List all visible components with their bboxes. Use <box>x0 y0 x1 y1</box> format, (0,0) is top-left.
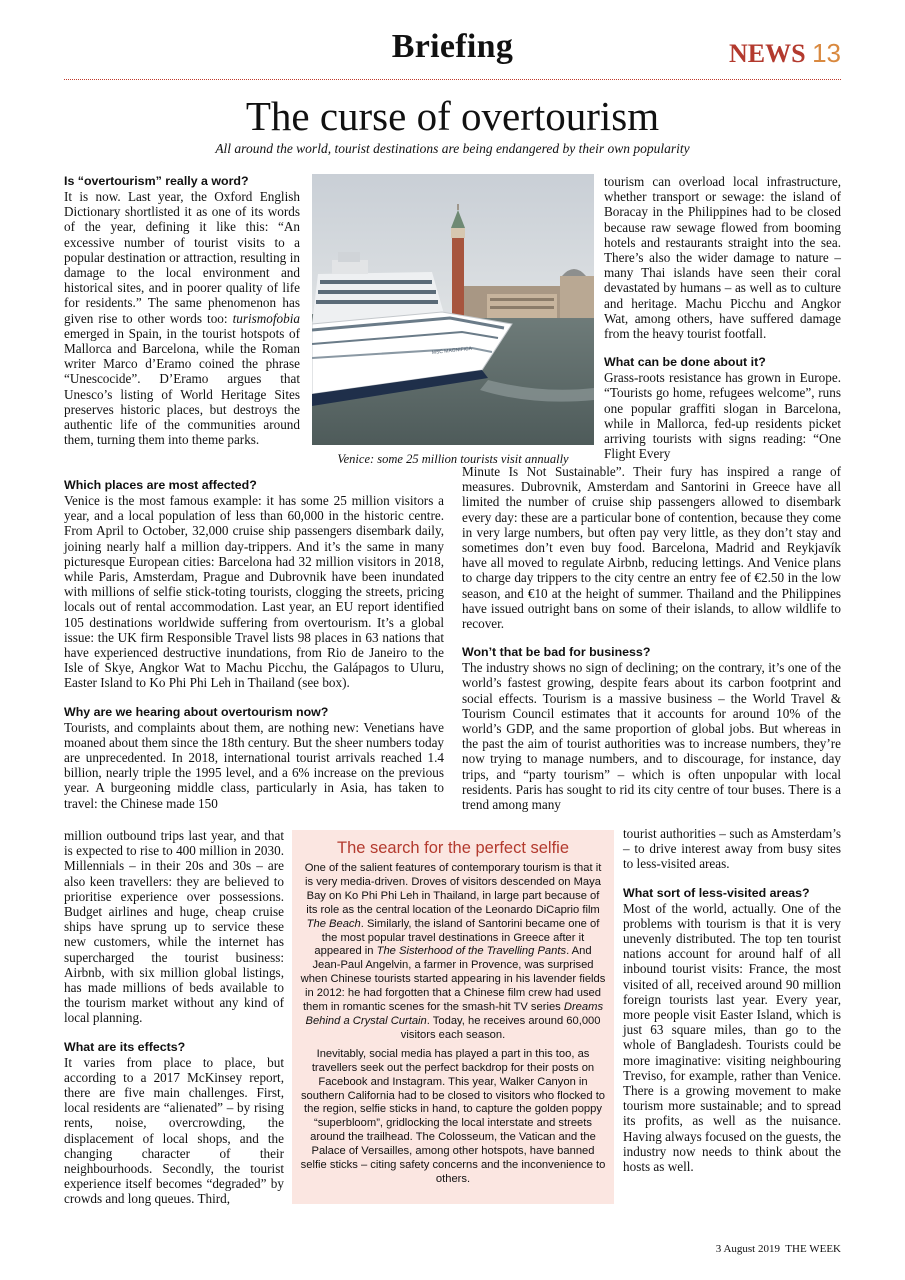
question-heading: Is “overtourism” really a word? <box>64 174 249 188</box>
film-title: The Beach <box>306 917 361 930</box>
news-label: NEWS <box>729 39 806 68</box>
column-right-bottom <box>623 826 841 1174</box>
ship-name: MSC MAGNIFICA <box>431 345 473 356</box>
photo-caption: Venice: some 25 million tourists visit annually <box>337 452 569 466</box>
box-title: The search for the perfect selfie <box>336 839 570 857</box>
venice-cruise-photo <box>312 174 594 445</box>
emphasis-word: turismofobia <box>232 310 300 326</box>
box-paragraph: One of the salient features of contemporary tourism is that it is very media-driven. Droves of visitors descended on Maya Bay on Ko Phi Phi Leh in Thailand, in large part because of its role as the central location of the Leonardo DiCaprio film The Beach. Similarly, the island of Santorini became one of the most popular travel destinations in Greece after it appeared in The Sisterhood of the Travelling Pants. And Jean-Paul Angelvin, a farmer in Provence, was surprised when Chinese tourists started appearing in his lavender fields in 2012: he had forgotten that a Chinese film crew had used them in romantic scenes for the smash-hit TV series Dreams Behind a Crystal Curtain. Today, he receives around 60,000 visitors each season. <box>300 862 606 1041</box>
answer-paragraph: million outbound trips last year, and that is expected to rise to 400 million in 2030. Millennials – in their 20s and 30s – are also keen travellers: they are believed to prioritise experience over possessions. Budget airlines and huge, cheap cruise ships have sprung up to service these new customers, while the internet has supercharged the tourist business: Airbnb, with six million global listings, has made millions of beds available to the tourism market without any kind of local planning. <box>64 828 284 1026</box>
issue-date: 3 August 2019 <box>715 1243 780 1255</box>
answer-paragraph: tourism can overload local infrastructure, whether transport or sewage: the island of Boracay in the Philippines had to be closed because raw sewage flowed from booming hotels and restaurants straight into the sea. There’s also the wider damage to nature – many Thai islands have seen their coral devastated by humans – as well as to culture and heritage. Machu Picchu and Angkor Wat, among others, have suffered damage from the heavy tourist footfall. <box>604 174 841 342</box>
question-heading: Which places are most affected? <box>64 478 257 492</box>
article-subtitle: All around the world, tourist destinations are being endangered by their own popularity <box>215 141 690 156</box>
box-paragraph: Inevitably, social media has played a part in this too, as travellers seek out the perfect backdrop for their posts on Facebook and Instagram. This year, Walker Canyon in southern California had to be closed to visitors who flocked to the region, selfie sticks in hand, to capture the golden poppy “superbloom”, gridlocking the local interstate and streets around the trailhead. The Colosseum, the Vatican and the Palace of Versailles, among other hotspots, have banned selfie sticks – citing safety concerns and the inconvenience to others. <box>300 1047 606 1185</box>
question-heading: Why are we hearing about overtourism now? <box>64 704 329 719</box>
article-title: The curse of overtourism <box>245 93 660 139</box>
answer-paragraph: Venice is the most famous example: it has some 25 million visitors a year, and a local population of less than 60,000 in the historic centre. From April to October, 32,000 cruise ship passengers disembark daily, joining nearly half a million day-trippers. And it’s the same in many picturesque European cities: Barcelona had 32 million visitors in 2018, while Paris, Amsterdam, Prague and Dubrovnik have been inundated with millions of selfie stick-toting tourists, clogging the streets, pricing locals out of rental accommodation. Last year, an EU report identified 105 destinations worldwide suffering from overtourism. It’s a global issue: the UK firm Responsible Travel lists 98 places in 63 nations that have experienced destructive inundations, from Rio de Janeiro to the Isle of Skye, Angkor Wat to Machu Picchu, the Galápagos to Uluru, Easter Island to Ko Phi Phi Leh in Thailand (see box). <box>64 493 444 691</box>
series-title: Dreams Behind a Crystal Curtain <box>305 1001 604 1027</box>
venice-cruise-illustration <box>312 174 594 445</box>
answer-paragraph: Grass-roots resistance has grown in Europe. “Tourists go home, refugees welcome”, runs one popular graffiti slogan in Barcelona, while in Mallorca, fed-up residents picket arriving tourists with signs reading: “One Flight Every <box>604 370 841 462</box>
column-left-main <box>64 478 444 811</box>
answer-paragraph: tourist authorities – such as Amsterdam’s – to drive interest away from busy sites to less-visited areas. <box>623 826 841 872</box>
answer-paragraph: It is now. Last year, the Oxford English Dictionary shortlisted it as one of its words of the year, defining it like this: “An excessive number of tourist visits to a popular destination or attraction, resulting in damage to the local environment and historical sites, and in poorer quality of life for residents.” The same phenomenon has given rise to other words too: turismofobia emerged in Spain, in the tourist hotspots of Mallorca and Barcelona, while the Roman writer Marco d’Eramo coined the phrase “Unescocide”. D’Eramo argues that Unesco’s listing of World Heritage Sites preserves historic places, but destroys the authentic life of the communities around them, turning them into theme parks. <box>64 189 300 448</box>
publication-name: THE WEEK <box>785 1243 841 1255</box>
answer-paragraph: Most of the world, actually. One of the problems with tourism is that it is very unevenly distributed. The top ten tourist nations account for around half of all inbound tourist visits: France, the most visited of all, received around 90 million foreign tourists last year. Every year, more people visit Easter Island, which is just 63 square miles, than go to the whole of Bangladesh. Tourists could be more imaginative: visiting neighbouring Treviso, for example, rather than Venice. There is a growing movement to make tourism more sustainable; and to spread its profits, as well as the nuisance. Having always focused on the guests, the industry now needs to think about the hosts as well. <box>623 900 841 1175</box>
section-title: Briefing <box>391 28 514 65</box>
column-left-bottom <box>64 828 284 1207</box>
question-heading: What can be done about it? <box>604 355 766 370</box>
column-right-main <box>462 464 841 812</box>
answer-paragraph: Minute Is Not Sustainable”. Their fury has inspired a range of measures. Dubrovnik, Amsterdam and Santorini in Greece have all limited the number of cruise ship passengers allowed to disembark every day: these are a particular bone of contention, because they come in very large numbers, but often pay very little, as they don’t stay and sometimes don’t even buy food. Barcelona, Madrid and Reykjavík have all moved to regulate Airbnb, reducing lettings. And Venice plans to charge day trippers to the city centre an entry fee of €2.50 in the low season, and €10 at the height of summer. Thailand and the Philippines have issued outright bans on some of their islands, to allow wildlife to recover. <box>462 464 841 632</box>
column-left-top <box>64 174 300 447</box>
answer-paragraph: Tourists, and complaints about them, are nothing new: Venetians have moaned about them since the 18th century. But the sheer numbers today are unprecedented. In 2018, international tourist arrivals reached 1.4 billion, nearly triple the 1995 level, and a 6% increase on the previous year. A burgeoning middle class, particularly in Asia, has taken to travel: the Chinese made 150 <box>64 719 445 811</box>
page-number: 13 <box>812 38 841 68</box>
question-heading: What are its effects? <box>64 1039 186 1054</box>
box-body <box>300 862 606 1192</box>
selfie-sidebar-box <box>292 830 614 1204</box>
answer-paragraph: The industry shows no sign of declining; on the contrary, it’s one of the world’s fastest growing, despite fears about its carbon footprint and social effects. Tourism is a massive business – the World Travel & Tourism Council estimates that it accounts for around 10% of the world’s GDP, and the same proportion of global jobs. But whereas in the past the aim of tourist authorities was to increase numbers, they’re now trying to manage numbers, and to discourage, for instance, day trips, and “party tourism” – which is often unpopular with local residents. Paris has sought to rid its city centre of tour buses. There is a trend among many <box>462 660 841 813</box>
question-heading: What sort of less-visited areas? <box>623 885 810 900</box>
news-page-label <box>729 38 841 69</box>
question-heading: Won’t that be bad for business? <box>462 645 651 660</box>
film-title: The Sisterhood of the Travelling Pants <box>376 945 567 958</box>
header-divider <box>64 79 841 80</box>
column-right-top <box>604 174 841 461</box>
answer-paragraph: It varies from place to place, but according to a 2017 McKinsey report, there are five main challenges. First, local residents are “alienated” – by rising rents, noise, overcrowding, the displacement of local shops, and the changing character of their neighbourhoods. Secondly, the tourist experience itself becomes “degraded” by crowds and long queues. Third, <box>64 1054 284 1207</box>
page-footer <box>716 1243 841 1255</box>
